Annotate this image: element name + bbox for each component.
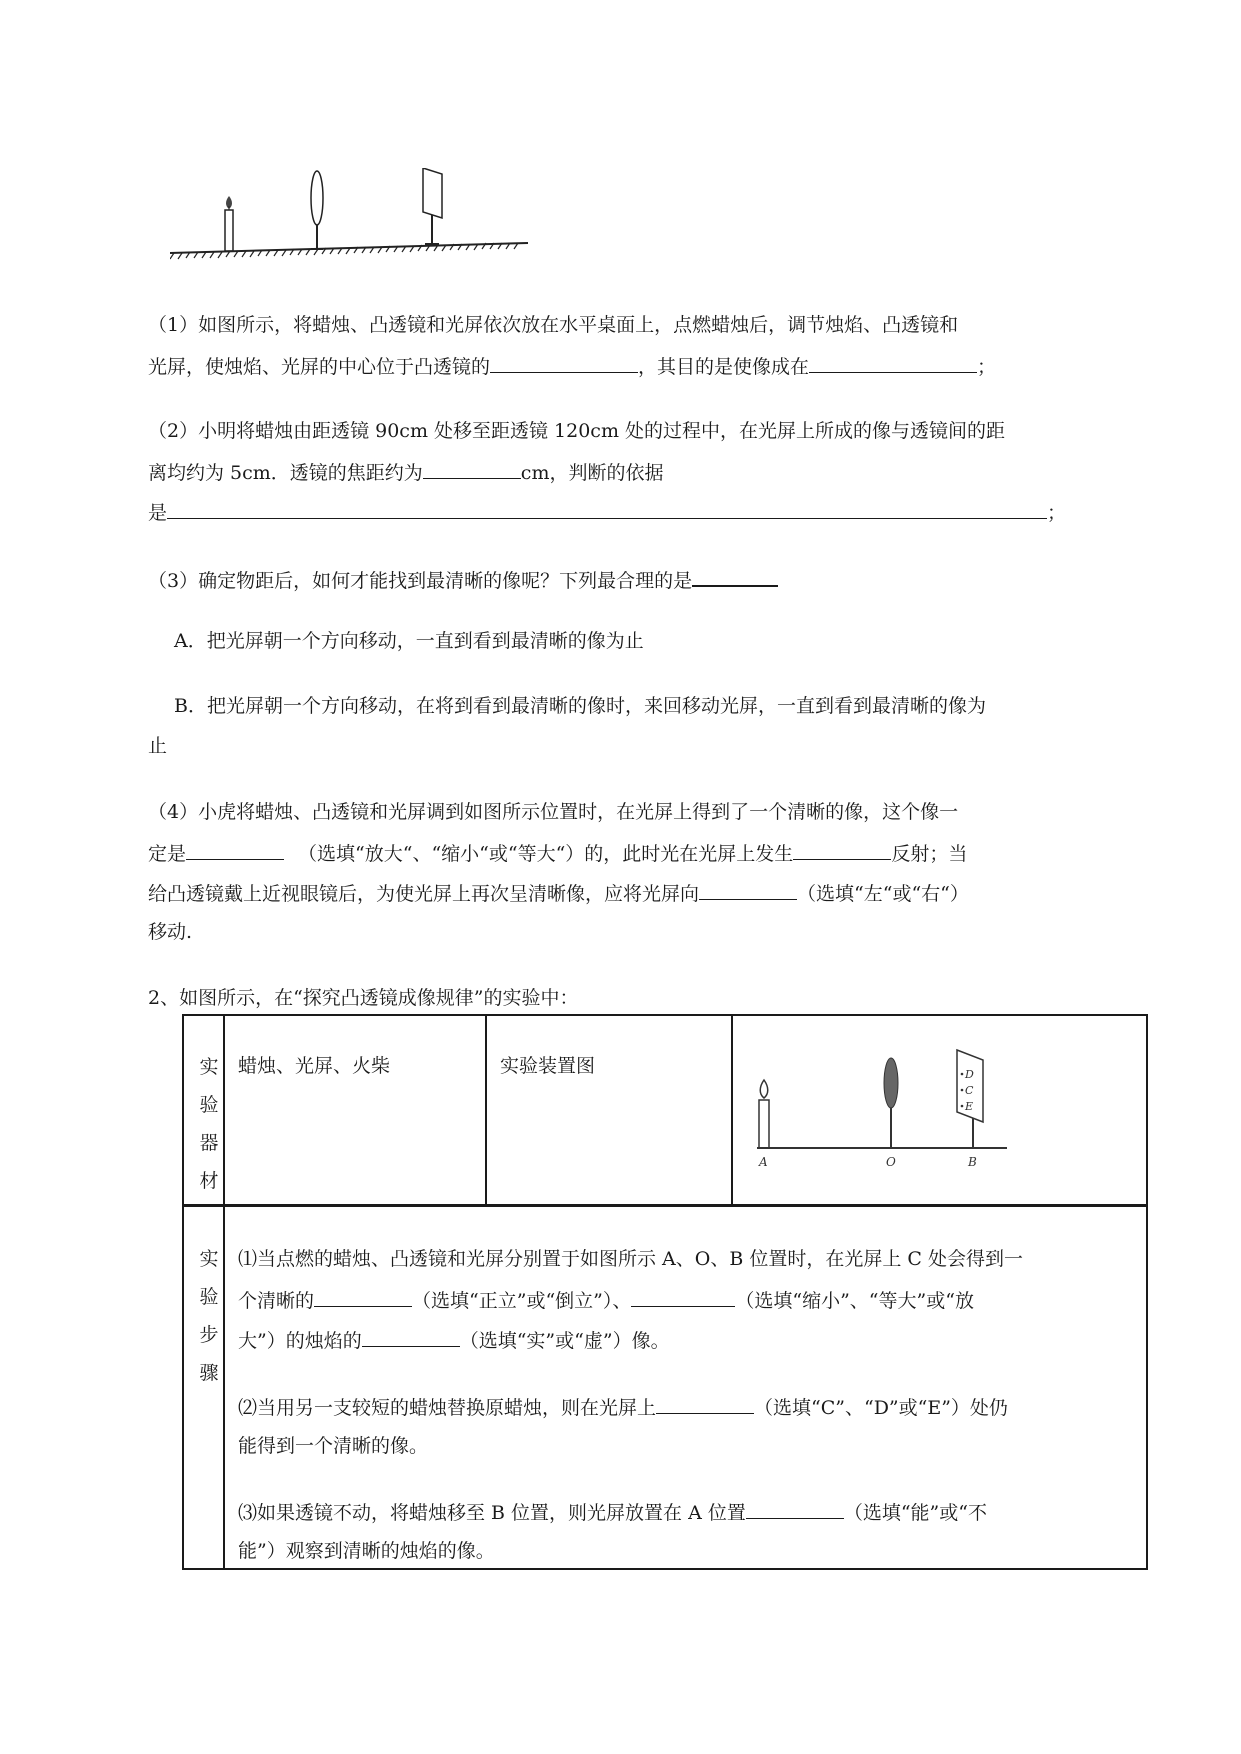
header-char: 实: [199, 1056, 219, 1078]
point-d-label: D: [965, 1068, 974, 1081]
q1-part1-line2: [148, 352, 1148, 380]
header-char: 材: [199, 1170, 219, 1192]
answer-blank-focal-length[interactable]: [423, 458, 521, 479]
step3-text-a: ⑶如果透镜不动，将蜡烛移至 B 位置，则光屏放置在 A 位置: [238, 1502, 746, 1524]
answer-blank-direction[interactable]: [699, 879, 797, 900]
answer-blank-point[interactable]: [656, 1393, 754, 1414]
step3-line1: [238, 1498, 987, 1526]
step1-line3: [238, 1326, 670, 1354]
experiment-setup-figure: [745, 1038, 1140, 1202]
q1-part2-text-b: cm，判断的依据: [520, 462, 664, 484]
answer-blank-real-virtual[interactable]: [362, 1326, 460, 1347]
q1-part4-line3: [148, 879, 1148, 907]
q1-part4-line2: [148, 839, 1148, 867]
q1-option-b-line2: 止: [148, 735, 168, 757]
q1-part3-text: （3）确定物距后，如何才能找到最清晰的像呢？下列最合理的是: [148, 570, 693, 592]
step1-text-c: （选填“缩小”、“等大”或“放: [735, 1290, 974, 1312]
answer-blank-orientation[interactable]: [314, 1286, 412, 1307]
header-char: 验: [199, 1094, 219, 1116]
q1-option-b-line1: B．把光屏朝一个方向移动，在将到看到最清晰的像时，来回移动光屏，一直到看到最清晰的像为: [174, 695, 986, 717]
q1-part1-text-a: 光屏，使烛焰、光屏的中心位于凸透镜的: [148, 356, 491, 378]
step1-text-b: （选填“正立”或“倒立”）、: [412, 1290, 632, 1312]
step2-text-a: ⑵当用另一支较短的蜡烛替换原蜡烛，则在光屏上: [238, 1397, 657, 1419]
answer-blank-reason[interactable]: [167, 498, 1047, 519]
q1-part4-line1: （4）小虎将蜡烛、凸透镜和光屏调到如图所示位置时，在光屏上得到了一个清晰的像，这个像一: [148, 801, 959, 823]
step1-text-d: 大”）的烛焰的: [238, 1330, 362, 1352]
q1-part1-line1: （1）如图所示，将蜡烛、凸透镜和光屏依次放在水平桌面上，点燃蜡烛后，调节烛焰、凸透镜和: [148, 314, 959, 336]
step2-line2: 能得到一个清晰的像。: [238, 1435, 429, 1457]
candle-icon: [225, 196, 233, 251]
answer-blank-image-size[interactable]: [186, 839, 284, 860]
step1-text-e: （选填“实”或“虚”）像。: [459, 1330, 670, 1352]
point-o-label: O: [886, 1155, 896, 1169]
answer-blank-can-observe[interactable]: [746, 1498, 844, 1519]
step2-line1: [238, 1393, 1008, 1421]
step1-line1: ⑴当点燃的蜡烛、凸透镜和光屏分别置于如图所示 A、O、B 位置时，在光屏上 C 处会得到一: [238, 1248, 1023, 1270]
header-char: 器: [199, 1132, 219, 1154]
light-screen-icon: [423, 168, 442, 244]
point-e-label: E: [965, 1100, 974, 1113]
point-b-label: B: [968, 1155, 977, 1169]
point-a-label: A: [759, 1155, 768, 1169]
step3-text-b: （选填“能”或“不: [843, 1502, 987, 1524]
table-col-divider-2: [485, 1014, 487, 1206]
point-c-label: C: [965, 1084, 974, 1097]
header-char: 实: [199, 1248, 219, 1270]
q1-part4-text-d: 给凸透镜戴上近视眼镜后，为使光屏上再次呈清晰像，应将光屏向: [148, 883, 700, 905]
q1-part4-text-c: 反射；当: [891, 843, 968, 865]
candle-icon: [759, 1080, 769, 1148]
step1-line2: [238, 1286, 974, 1314]
device-label-cell: 实验装置图: [500, 1055, 596, 1077]
materials-cell: 蜡烛、光屏、火柴: [238, 1055, 391, 1077]
answer-blank-choice[interactable]: [692, 565, 778, 587]
q1-part2-line2: [148, 458, 1148, 486]
q1-part2-text-a: 离均约为 5cm．透镜的焦距约为: [148, 462, 423, 484]
q2-intro: 2、如图所示，在“探究凸透镜成像规律”的实验中：: [148, 987, 579, 1009]
q1-part2-line3: [148, 498, 1148, 526]
q1-part4-text-a: 定是: [148, 843, 187, 865]
bench-surface: [170, 243, 528, 253]
answer-blank-position[interactable]: [809, 352, 977, 373]
light-screen-icon: [957, 1050, 983, 1148]
q1-option-a: A．把光屏朝一个方向移动，一直到看到最清晰的像为止: [174, 630, 644, 652]
q1-part4-line4: 移动.: [148, 921, 193, 943]
q1-part2-line1: （2）小明将蜡烛由距透镜 90cm 处移至距透镜 120cm 处的过程中，在光屏上所成的像与透镜间的距: [148, 420, 1006, 442]
answer-blank-center[interactable]: [490, 352, 638, 373]
q1-part4-text-b: （选填“放大“、“缩小“或“等大“）的，此时光在光屏上发生: [298, 843, 794, 865]
q1-part4-text-e: （选填“左“或“右“）: [797, 883, 969, 905]
q1-part1-text-b: ，其目的是使像成在: [638, 356, 810, 378]
answer-blank-reflection[interactable]: [793, 839, 891, 860]
convex-lens-icon: [884, 1058, 898, 1148]
q1-part1-text-c: ；: [977, 356, 997, 378]
step2-text-b: （选填“C”、“D”或“E”）处仍: [754, 1397, 1008, 1419]
q1-part2-text-c: 是: [148, 502, 168, 524]
header-char: 骤: [199, 1362, 219, 1384]
q1-part2-text-d: ；: [1047, 502, 1067, 524]
convex-lens-icon: [311, 171, 323, 249]
header-char: 验: [199, 1286, 219, 1308]
table-col-divider-3: [731, 1014, 733, 1206]
step3-line2: 能”）观察到清晰的烛焰的像。: [238, 1540, 495, 1562]
q1-part3-line1: [148, 565, 1148, 594]
header-char: 步: [199, 1324, 219, 1346]
step1-text-a: 个清晰的: [238, 1290, 315, 1312]
table-col-divider-1: [223, 1014, 225, 1570]
optical-bench-figure: [170, 168, 530, 268]
table-row-divider: [182, 1204, 1148, 1207]
answer-blank-size[interactable]: [631, 1286, 735, 1307]
